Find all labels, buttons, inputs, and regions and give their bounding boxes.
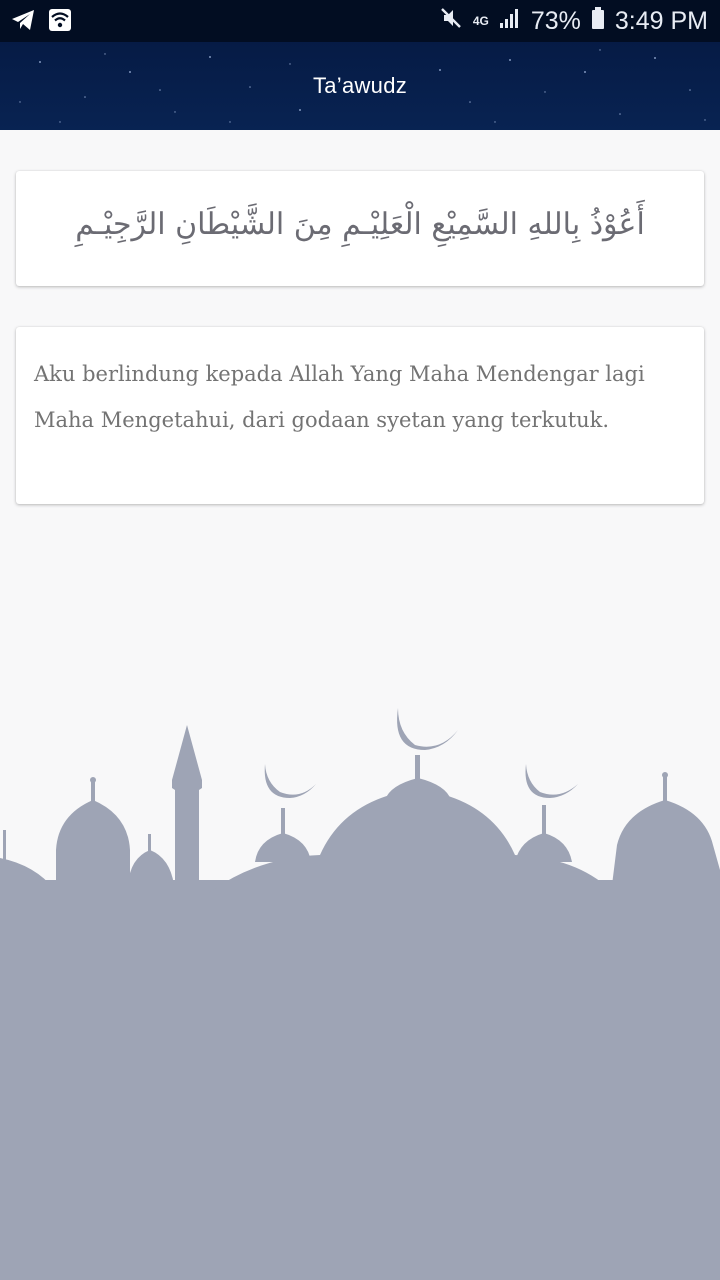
status-left-icons bbox=[10, 8, 72, 36]
telegram-icon bbox=[10, 8, 36, 36]
battery-percent: 73% bbox=[530, 7, 581, 35]
arabic-text: أَعُوْذُ بِاللهِ السَّمِيْعِ الْعَلِيْـمِ مِنَ الشَّيْطَانِ الرَّجِيْـمِ bbox=[75, 207, 645, 242]
arabic-card bbox=[16, 171, 704, 286]
translation-card bbox=[16, 327, 704, 504]
clock: 3:49 PM bbox=[614, 7, 708, 35]
mosque-silhouette-icon bbox=[0, 700, 720, 1280]
wifi-icon bbox=[48, 8, 72, 36]
translation-text: Aku berlindung kepada Allah Yang Maha Mendengar lagi Maha Mengetahui, dari godaan syetan yang terkutuk. bbox=[34, 362, 645, 432]
battery-icon bbox=[591, 6, 605, 37]
mute-icon bbox=[439, 6, 463, 37]
status-right bbox=[439, 6, 708, 37]
app-bar bbox=[0, 42, 720, 130]
page-title: Ta’awudz bbox=[312, 73, 408, 98]
network-type: 4G bbox=[472, 14, 489, 28]
status-bar bbox=[0, 0, 720, 42]
signal-icon bbox=[499, 7, 521, 36]
